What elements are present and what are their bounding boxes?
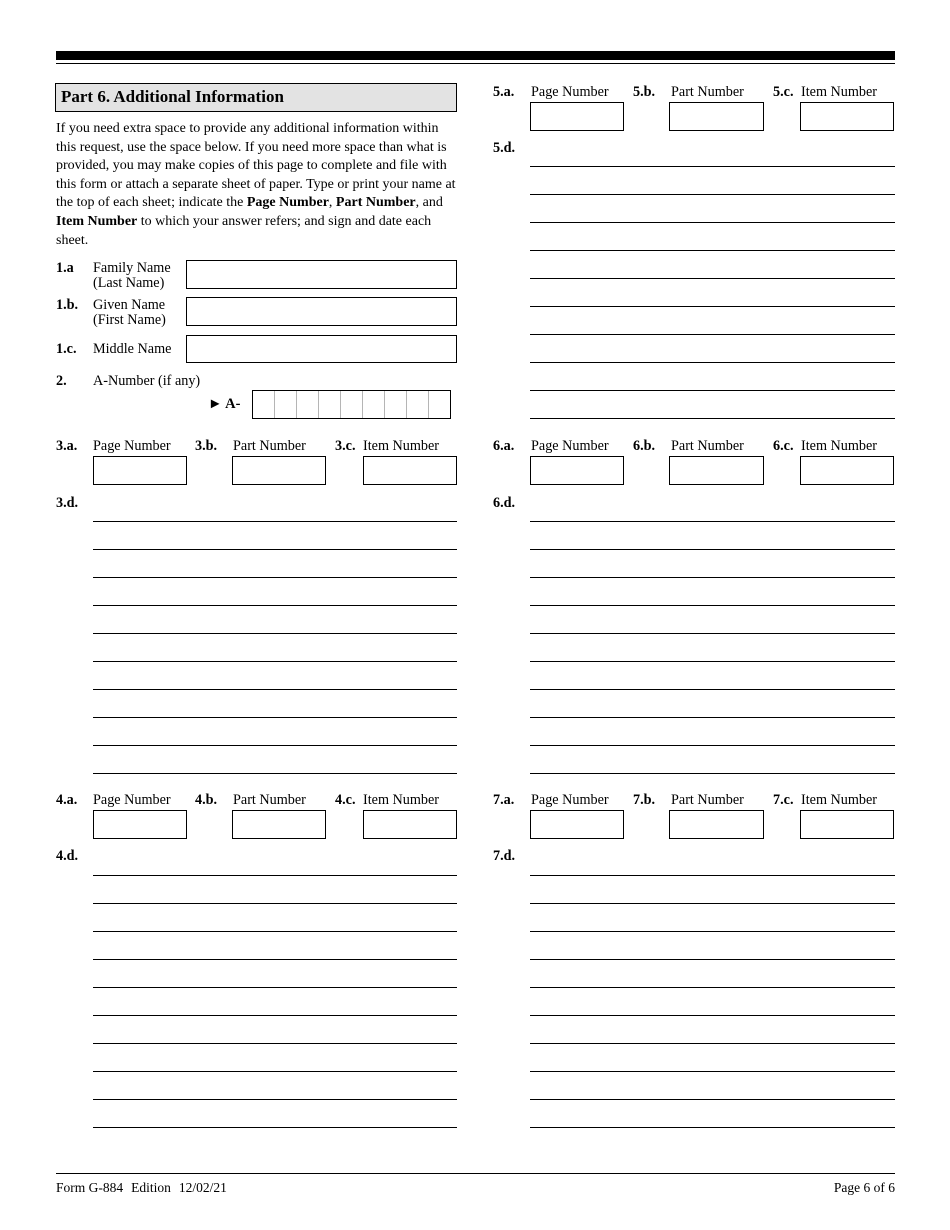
- entry-7-page-number-label-num: 7.a.: [493, 792, 515, 808]
- entry-7-additional-info-label-num: 7.d.: [493, 848, 516, 864]
- entry-7-line[interactable]: [530, 875, 895, 876]
- entry-4-item-number-label: Item Number: [363, 792, 440, 808]
- entry-3-item-number-label: Item Number: [363, 438, 440, 454]
- entry-5-part-number-label-num: 5.b.: [633, 84, 656, 100]
- entry-6-line[interactable]: [530, 745, 895, 746]
- entry-4-part-number-input[interactable]: [232, 810, 326, 839]
- instructions-text-2: to which your answer refers; and sign and date each sheet.: [56, 213, 432, 248]
- entry-4-line[interactable]: [93, 1043, 457, 1044]
- entry-3-item-number-label-num: 3.c.: [335, 438, 356, 454]
- entry-6-line[interactable]: [530, 633, 895, 634]
- entry-7-line[interactable]: [530, 1043, 895, 1044]
- middle-name-input[interactable]: [186, 335, 457, 363]
- entry-4-page-number-label-num: 4.a.: [56, 792, 78, 808]
- given-name-number: 1.b.: [56, 297, 79, 313]
- entry-5-line[interactable]: [530, 194, 895, 195]
- entry-7-line[interactable]: [530, 987, 895, 988]
- entry-6-additional-info-label-num: 6.d.: [493, 495, 516, 511]
- instructions-text-1: If you need extra space to provide any additional information within this request, use the space below. If you need more space than what is provided, you may make copies of this page to complete and file with this form or attach a separate sheet of paper. Type or print your name at the top of each sheet; indicate the: [56, 121, 456, 211]
- instructions-and: , and: [415, 195, 443, 211]
- part-title: Part 6. Additional Information: [61, 87, 284, 106]
- entry-7-part-number-input[interactable]: [669, 810, 764, 839]
- a-number-digit[interactable]: [363, 391, 385, 418]
- entry-6-line[interactable]: [530, 605, 895, 606]
- entry-7-part-number-label-num: 7.b.: [633, 792, 656, 808]
- a-number-digit[interactable]: [429, 391, 450, 418]
- middle-name-label: Middle Name: [93, 341, 172, 357]
- entry-4-line[interactable]: [93, 1071, 457, 1072]
- middle-name-number: 1.c.: [56, 341, 77, 357]
- entry-7-line[interactable]: [530, 931, 895, 932]
- a-number-prefix: ► A-: [208, 396, 241, 412]
- entry-6-item-number-label: Item Number: [801, 438, 878, 454]
- entry-3-line[interactable]: [93, 549, 457, 550]
- entry-3-line[interactable]: [93, 773, 457, 774]
- entry-5-line[interactable]: [530, 418, 895, 419]
- a-number-digit[interactable]: [297, 391, 319, 418]
- a-number-digit[interactable]: [253, 391, 275, 418]
- entry-6-line[interactable]: [530, 773, 895, 774]
- instructions-paragraph: [56, 120, 458, 250]
- part-header: [55, 83, 457, 112]
- entry-7-line[interactable]: [530, 1099, 895, 1100]
- entry-4-line[interactable]: [93, 903, 457, 904]
- entry-3-line[interactable]: [93, 745, 457, 746]
- entry-5-part-number-label: Part Number: [671, 84, 744, 100]
- entry-7-line[interactable]: [530, 1015, 895, 1016]
- entry-6-part-number-label: Part Number: [671, 438, 744, 454]
- entry-6-page-number-input[interactable]: [530, 456, 624, 485]
- entry-4-line[interactable]: [93, 959, 457, 960]
- family-name-label-line1: Family Name: [93, 260, 171, 276]
- entry-6-item-number-input[interactable]: [800, 456, 894, 485]
- entry-7-line[interactable]: [530, 1127, 895, 1128]
- footer-form-edition: [56, 1180, 227, 1196]
- instructions-page-number: Page Number: [246, 195, 329, 211]
- entry-6-item-number-label-num: 6.c.: [773, 438, 794, 454]
- entry-3-line[interactable]: [93, 689, 457, 690]
- instructions-part-number: Part Number: [335, 195, 416, 211]
- instructions-item-number: Item Number: [56, 213, 138, 229]
- entry-5-additional-info-label-num: 5.d.: [493, 140, 516, 156]
- entry-7-part-number-label: Part Number: [671, 792, 744, 808]
- instructions-comma: ,: [328, 195, 336, 211]
- entry-6-line[interactable]: [530, 577, 895, 578]
- entry-3-line[interactable]: [93, 577, 457, 578]
- entry-4-line[interactable]: [93, 1015, 457, 1016]
- entry-5-line[interactable]: [530, 390, 895, 391]
- entry-5-line[interactable]: [530, 250, 895, 251]
- entry-5-page-number-label: Page Number: [531, 84, 609, 100]
- entry-4-item-number-label-num: 4.c.: [335, 792, 356, 808]
- family-name-input[interactable]: [186, 260, 457, 289]
- a-number-digit[interactable]: [341, 391, 363, 418]
- entry-3-part-number-input[interactable]: [232, 456, 326, 485]
- entry-7-line[interactable]: [530, 1071, 895, 1072]
- entry-7-line[interactable]: [530, 959, 895, 960]
- a-number-number: 2.: [56, 373, 67, 389]
- entry-6-part-number-input[interactable]: [669, 456, 764, 485]
- entry-7-page-number-input[interactable]: [530, 810, 624, 839]
- a-number-digit[interactable]: [385, 391, 407, 418]
- entry-6-line[interactable]: [530, 689, 895, 690]
- entry-4-line[interactable]: [93, 931, 457, 932]
- given-name-label-line2: (First Name): [93, 312, 166, 328]
- entry-5-item-number-label: Item Number: [801, 84, 878, 100]
- entry-6-line[interactable]: [530, 549, 895, 550]
- given-name-input[interactable]: [186, 297, 457, 326]
- entry-4-part-number-label-num: 4.b.: [195, 792, 218, 808]
- entry-3-page-number-input[interactable]: [93, 456, 187, 485]
- entry-3-part-number-label: Part Number: [233, 438, 306, 454]
- entry-4-page-number-label: Page Number: [93, 792, 171, 808]
- footer-form: Form G-884: [56, 1180, 124, 1195]
- top-rule-thin: [56, 63, 895, 64]
- entry-5-line[interactable]: [530, 362, 895, 363]
- entry-7-page-number-label: Page Number: [531, 792, 609, 808]
- entry-3-line[interactable]: [93, 605, 457, 606]
- given-name-label-line1: Given Name: [93, 297, 166, 313]
- family-name-label-line2: (Last Name): [93, 275, 165, 291]
- entry-5-item-number-input[interactable]: [800, 102, 894, 131]
- entry-7-line[interactable]: [530, 903, 895, 904]
- entry-5-page-number-input[interactable]: [530, 102, 624, 131]
- entry-3-line[interactable]: [93, 661, 457, 662]
- entry-7-lines[interactable]: [530, 0, 895, 1]
- entry-5-page-number-label-num: 5.a.: [493, 84, 515, 100]
- a-number-digit[interactable]: [407, 391, 429, 418]
- top-rule-thick: [56, 51, 895, 60]
- entry-5-line[interactable]: [530, 222, 895, 223]
- entry-4-line[interactable]: [93, 987, 457, 988]
- footer-rule: [56, 1173, 895, 1174]
- entry-5-line[interactable]: [530, 166, 895, 167]
- family-name-label: [93, 261, 171, 291]
- entry-3-page-number-label: Page Number: [93, 438, 171, 454]
- a-number-digit[interactable]: [319, 391, 341, 418]
- entry-5-line[interactable]: [530, 334, 895, 335]
- a-number-input[interactable]: [252, 390, 451, 419]
- entry-6-part-number-label-num: 6.b.: [633, 438, 656, 454]
- footer-page-number: Page 6 of 6: [833, 1180, 895, 1195]
- entry-6-line[interactable]: [530, 717, 895, 718]
- entry-3-line[interactable]: [93, 633, 457, 634]
- entry-5-part-number-input[interactable]: [669, 102, 764, 131]
- entry-3-additional-info-label-num: 3.d.: [56, 495, 79, 511]
- entry-4-line[interactable]: [93, 1099, 457, 1100]
- entry-5-line[interactable]: [530, 306, 895, 307]
- entry-5-line[interactable]: [530, 278, 895, 279]
- entry-7-item-number-label: Item Number: [801, 792, 878, 808]
- entry-5-item-number-label-num: 5.c.: [773, 84, 794, 100]
- entry-4-lines[interactable]: [93, 0, 457, 1]
- entry-6-line[interactable]: [530, 521, 895, 522]
- entry-3-line[interactable]: [93, 717, 457, 718]
- a-number-digit[interactable]: [275, 391, 297, 418]
- footer-edition-label: Edition: [131, 1180, 171, 1195]
- footer-edition-date: 12/02/21: [178, 1180, 227, 1195]
- entry-3-line[interactable]: [93, 521, 457, 522]
- entry-4-additional-info-label-num: 4.d.: [56, 848, 79, 864]
- entry-3-page-number-label-num: 3.a.: [56, 438, 78, 454]
- a-number-label: A-Number (if any): [93, 373, 201, 389]
- family-name-number: 1.a: [56, 260, 74, 276]
- entry-7-item-number-input[interactable]: [800, 810, 894, 839]
- entry-3-item-number-input[interactable]: [363, 456, 457, 485]
- entry-4-page-number-input[interactable]: [93, 810, 187, 839]
- entry-4-part-number-label: Part Number: [233, 792, 306, 808]
- entry-4-item-number-input[interactable]: [363, 810, 457, 839]
- entry-6-page-number-label: Page Number: [531, 438, 609, 454]
- entry-6-line[interactable]: [530, 661, 895, 662]
- entry-3-part-number-label-num: 3.b.: [195, 438, 218, 454]
- entry-7-item-number-label-num: 7.c.: [773, 792, 794, 808]
- entry-6-page-number-label-num: 6.a.: [493, 438, 515, 454]
- entry-4-line[interactable]: [93, 1127, 457, 1128]
- entry-4-line[interactable]: [93, 875, 457, 876]
- given-name-label: [93, 298, 166, 328]
